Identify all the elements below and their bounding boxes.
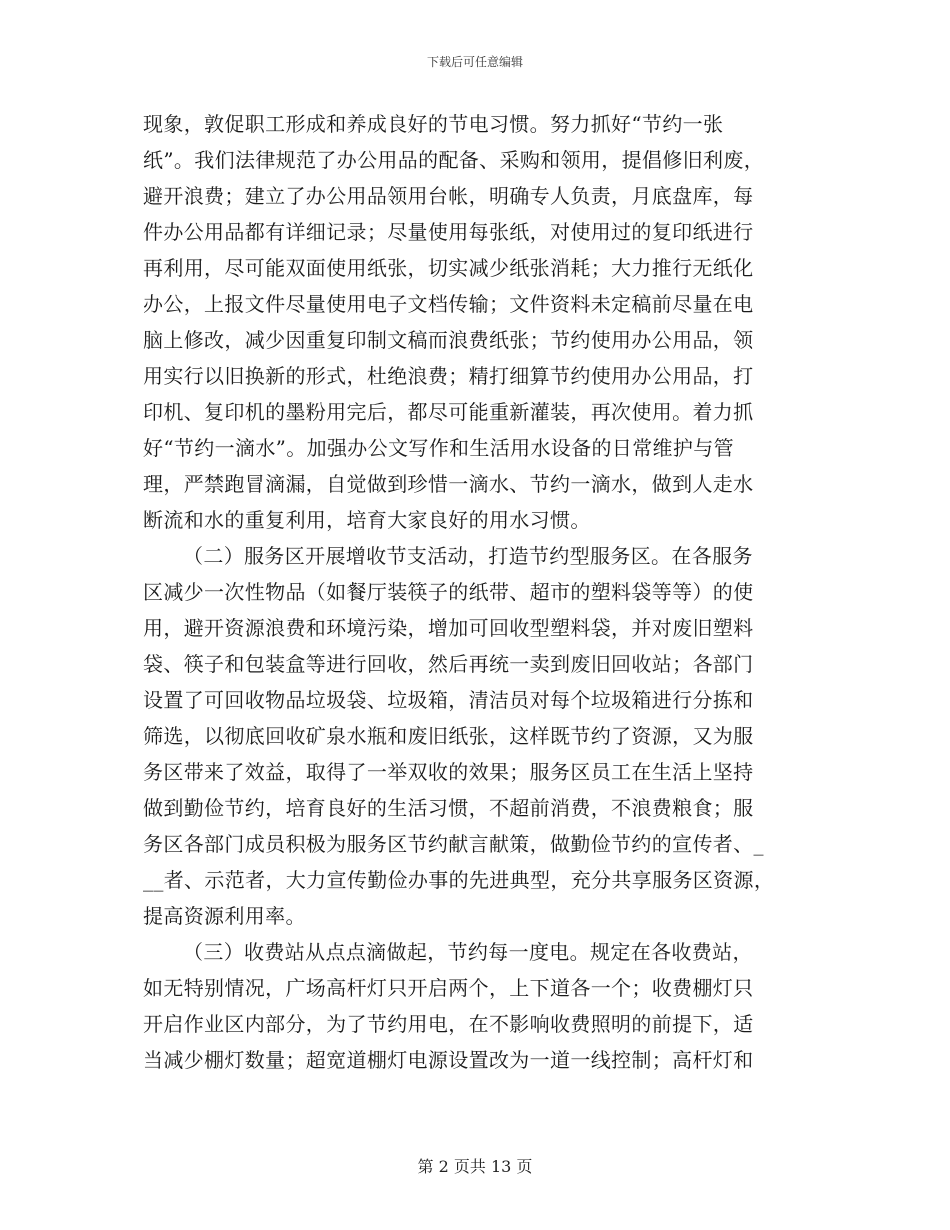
text-line: 件办公用品都有详细记录；尽量使用每张纸，对使用过的复印纸进行 xyxy=(143,220,754,244)
text-line: 提高资源利用率。 xyxy=(143,904,306,928)
page-number-footer: 第 2 页共 13 页 xyxy=(417,1157,533,1176)
text-line: 纸”。我们法律规范了办公用品的配备、采购和领用，提倡修旧利废， xyxy=(143,148,765,172)
text-line: 务区各部门成员积极为服务区节约献言献策，做勤俭节约的宣传者、_ xyxy=(143,832,764,856)
text-line: 现象，敦促职工形成和养成良好的节电习惯。努力抓好“节约一张 xyxy=(143,112,724,136)
body-text xyxy=(143,106,808,1078)
text-line: 用，避开资源浪费和环境污染，增加可回收型塑料袋，并对废旧塑料 xyxy=(143,616,754,640)
text-line: 再利用，尽可能双面使用纸张，切实减少纸张消耗；大力推行无纸化 xyxy=(143,256,754,280)
text-line: 开启作业区内部分，为了节约用电，在不影响收费照明的前提下，适 xyxy=(143,1012,754,1036)
text-line: 好“节约一滴水”。加强办公文写作和生活用水设备的日常维护与管 xyxy=(143,436,734,460)
text-line: 区减少一次性物品（如餐厅装筷子的纸带、超市的塑料袋等等）的使 xyxy=(143,580,754,604)
text-line: __者、示范者，大力宣传勤俭办事的先进典型，充分共享服务区资源， xyxy=(143,868,775,892)
text-line: 当减少棚灯数量；超宽道棚灯电源设置改为一道一线控制；高杆灯和 xyxy=(143,1048,754,1072)
text-line: 断流和水的重复利用，培育大家良好的用水习惯。 xyxy=(143,508,591,532)
paragraph-start-line: （三）收费站从点点滴做起，节约每一度电。规定在各收费站， xyxy=(183,940,753,964)
text-line: 务区带来了效益，取得了一举双收的效果；服务区员工在生活上坚持 xyxy=(143,760,754,784)
text-line: 筛选，以彻底回收矿泉水瓶和废旧纸张，这样既节约了资源，又为服 xyxy=(143,724,754,748)
text-line: 理，严禁跑冒滴漏，自觉做到珍惜一滴水、节约一滴水，做到人走水 xyxy=(143,472,754,496)
text-line: 办公，上报文件尽量使用电子文档传输；文件资料未定稿前尽量在电 xyxy=(143,292,754,316)
text-line: 袋、筷子和包装盒等进行回收，然后再统一卖到废旧回收站；各部门 xyxy=(143,652,754,676)
text-line: 用实行以旧换新的形式，杜绝浪费；精打细算节约使用办公用品，打 xyxy=(143,364,754,388)
text-line: 避开浪费；建立了办公用品领用台帐，明确专人负责，月底盘库，每 xyxy=(143,184,754,208)
text-line: 设置了可回收物品垃圾袋、垃圾箱，清洁员对每个垃圾箱进行分拣和 xyxy=(143,688,754,712)
text-line: 印机、复印机的墨粉用完后，都尽可能重新灌装，再次使用。着力抓 xyxy=(143,400,754,424)
paragraph-start-line: （二）服务区开展增收节支活动，打造节约型服务区。在各服务 xyxy=(183,544,753,568)
text-line: 做到勤俭节约，培育良好的生活习惯，不超前消费，不浪费粮食；服 xyxy=(143,796,754,820)
text-line: 脑上修改，减少因重复印制文稿而浪费纸张；节约使用办公用品，领 xyxy=(143,328,754,352)
text-line: 如无特别情况，广场高杆灯只开启两个，上下道各一个；收费棚灯只 xyxy=(143,976,754,1000)
header-note: 下载后可任意编辑 xyxy=(426,55,523,69)
